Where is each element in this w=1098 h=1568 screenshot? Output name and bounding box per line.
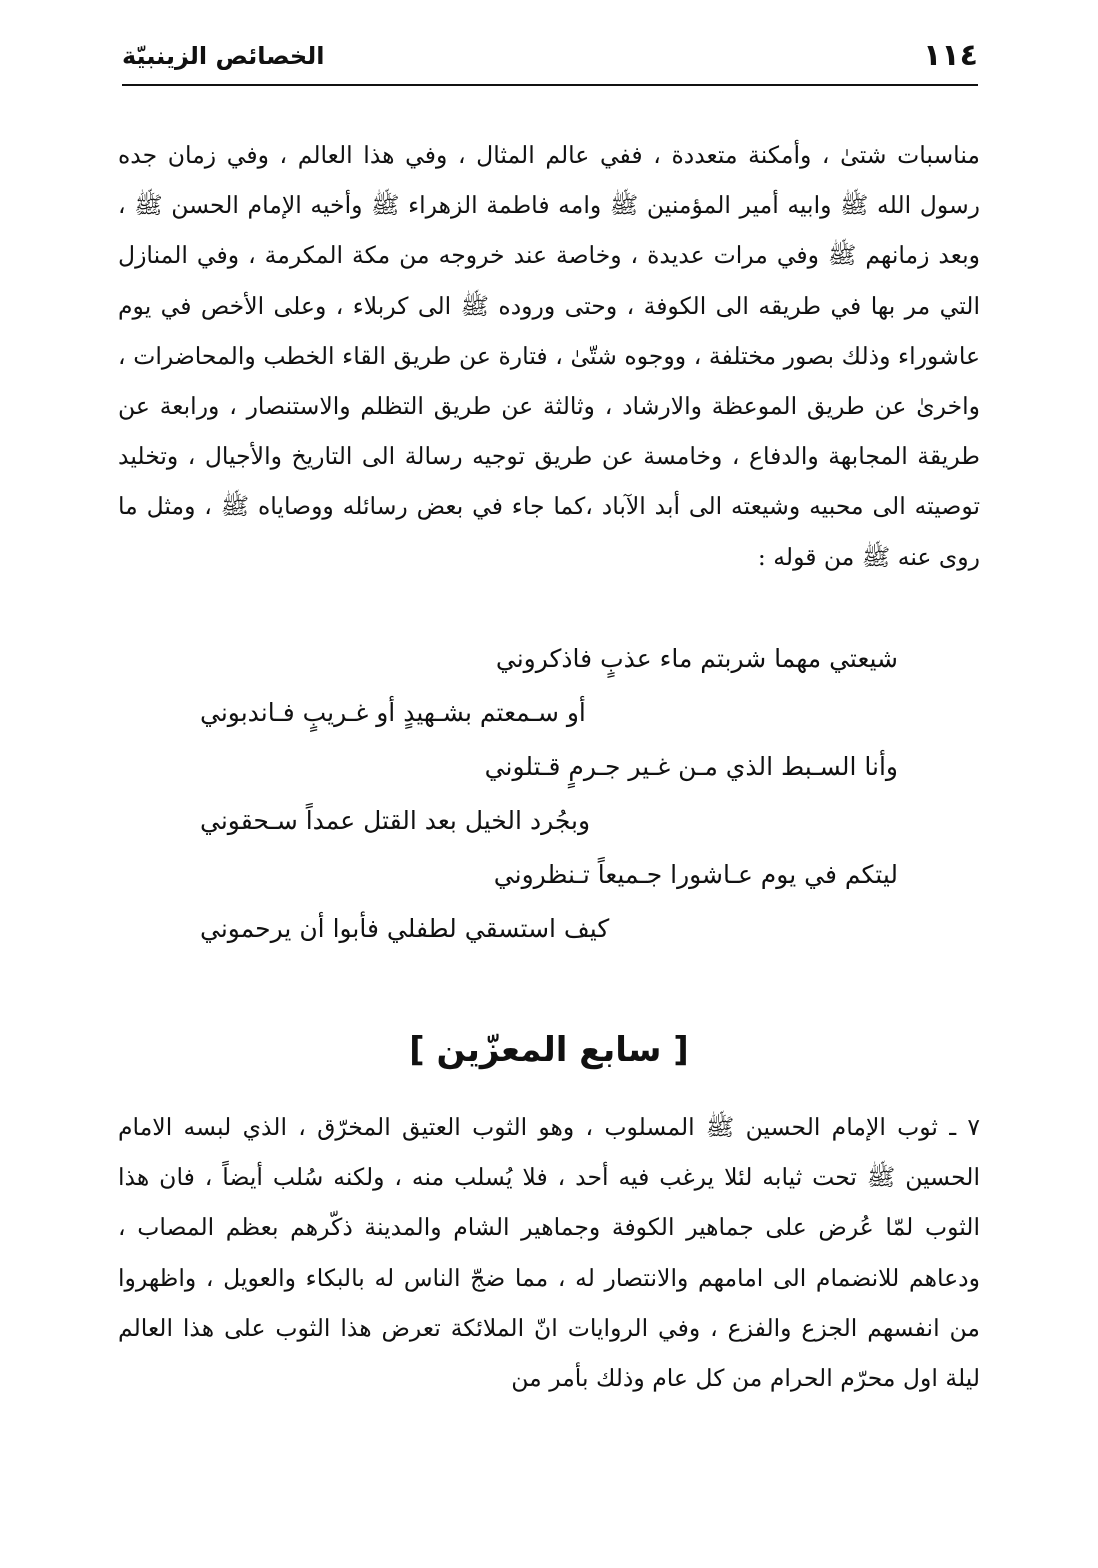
page-header <box>122 36 978 86</box>
header-rule <box>122 84 978 86</box>
poem-verse-5: ليتكم في يوم عـاشورا جـميعاً تـنظروني <box>493 860 898 889</box>
page-number: ١١٤ <box>923 38 978 73</box>
poem-verse-2: أو سـمعتم بشـهيدٍ أو غـريبٍ فـاندبوني <box>200 698 586 727</box>
poem <box>200 632 898 956</box>
section-heading: [ سابع المعزّين ] <box>409 1030 689 1070</box>
poem-verse-3: وأنا السـبط الذي مـن غـير جـرمٍ قـتلوني <box>484 752 898 781</box>
main-text-2 <box>118 1102 980 1403</box>
poem-verse-6: كيف استسقي لطفلي فأبوا أن يرحموني <box>200 914 610 943</box>
paragraph-1: مناسبات شتىٰ ، وأمكنة متعددة ، ففي عالم المثال ، وفي هذا العالم ، وفي زمان جده رسول الله ﷺ وابيه أمير المؤمنين ﷺ وامه فاطمة الزهراء ﷺ وأخيه الإمام الحسن ﷺ ، وبعد زمانهم ﷺ وفي مرات عديدة ، وخاصة عند خروجه من مكة المكرمة ، وفي المنازل التي مر بها في طريقه الى الكوفة ، وحتى وروده ﷺ الى كربلاء ، وعلى الأخص في يوم عاشوراء وذلك بصور مختلفة ، ووجوه شتّىٰ ، فتارة عن طريق القاء الخطب والمحاضرات ، واخرىٰ عن طريق الموعظة والارشاد ، وثالثة عن طريق التظلم والاستنصار ، ورابعة عن طريقة المجابهة والدفاع ، وخامسة عن طريق توجيه رسالة الى التاريخ والأجيال ، وتخليد توصيته الى محبيه وشيعته الى أبد الآباد ،كما جاء في بعض رسائله ووصاياه ﷺ ، ومثل ما روى عنه ﷺ من قوله : <box>118 141 980 571</box>
poem-verse-1: شيعتي مهما شربتم ماء عذبٍ فاذكروني <box>495 644 898 673</box>
paragraph-2: ٧ ـ ثوب الإمام الحسين ﷺ المسلوب ، وهو الثوب العتيق المخرّق ، الذي لبسه الامام الحسين ﷺ تحت ثيابه لئلا يرغب فيه أحد ، فلا يُسلب منه ، ولكنه سُلب أيضاً ، فان هذا الثوب لمّا عُرض على جماهير الكوفة وجماهير الشام والمدينة ذكّرهم بعظم المصاب ، ودعاهم للانضمام الى امامهم والانتصار له ، مما ضجّ الناس له بالبكاء والعويل ، واظهروا من انفسهم الجزع والفزع ، وفي الروايات انّ الملائكة تعرض هذا الثوب على هذا العالم ليلة اول محرّم الحرام من كل عام وذلك بأمر من <box>118 1113 980 1393</box>
poem-verse-4: وبجُرد الخيل بعد القتل عمداً سـحقوني <box>200 806 591 835</box>
main-text <box>118 130 980 582</box>
running-title: الخصائص الزينبيّة <box>122 42 325 70</box>
